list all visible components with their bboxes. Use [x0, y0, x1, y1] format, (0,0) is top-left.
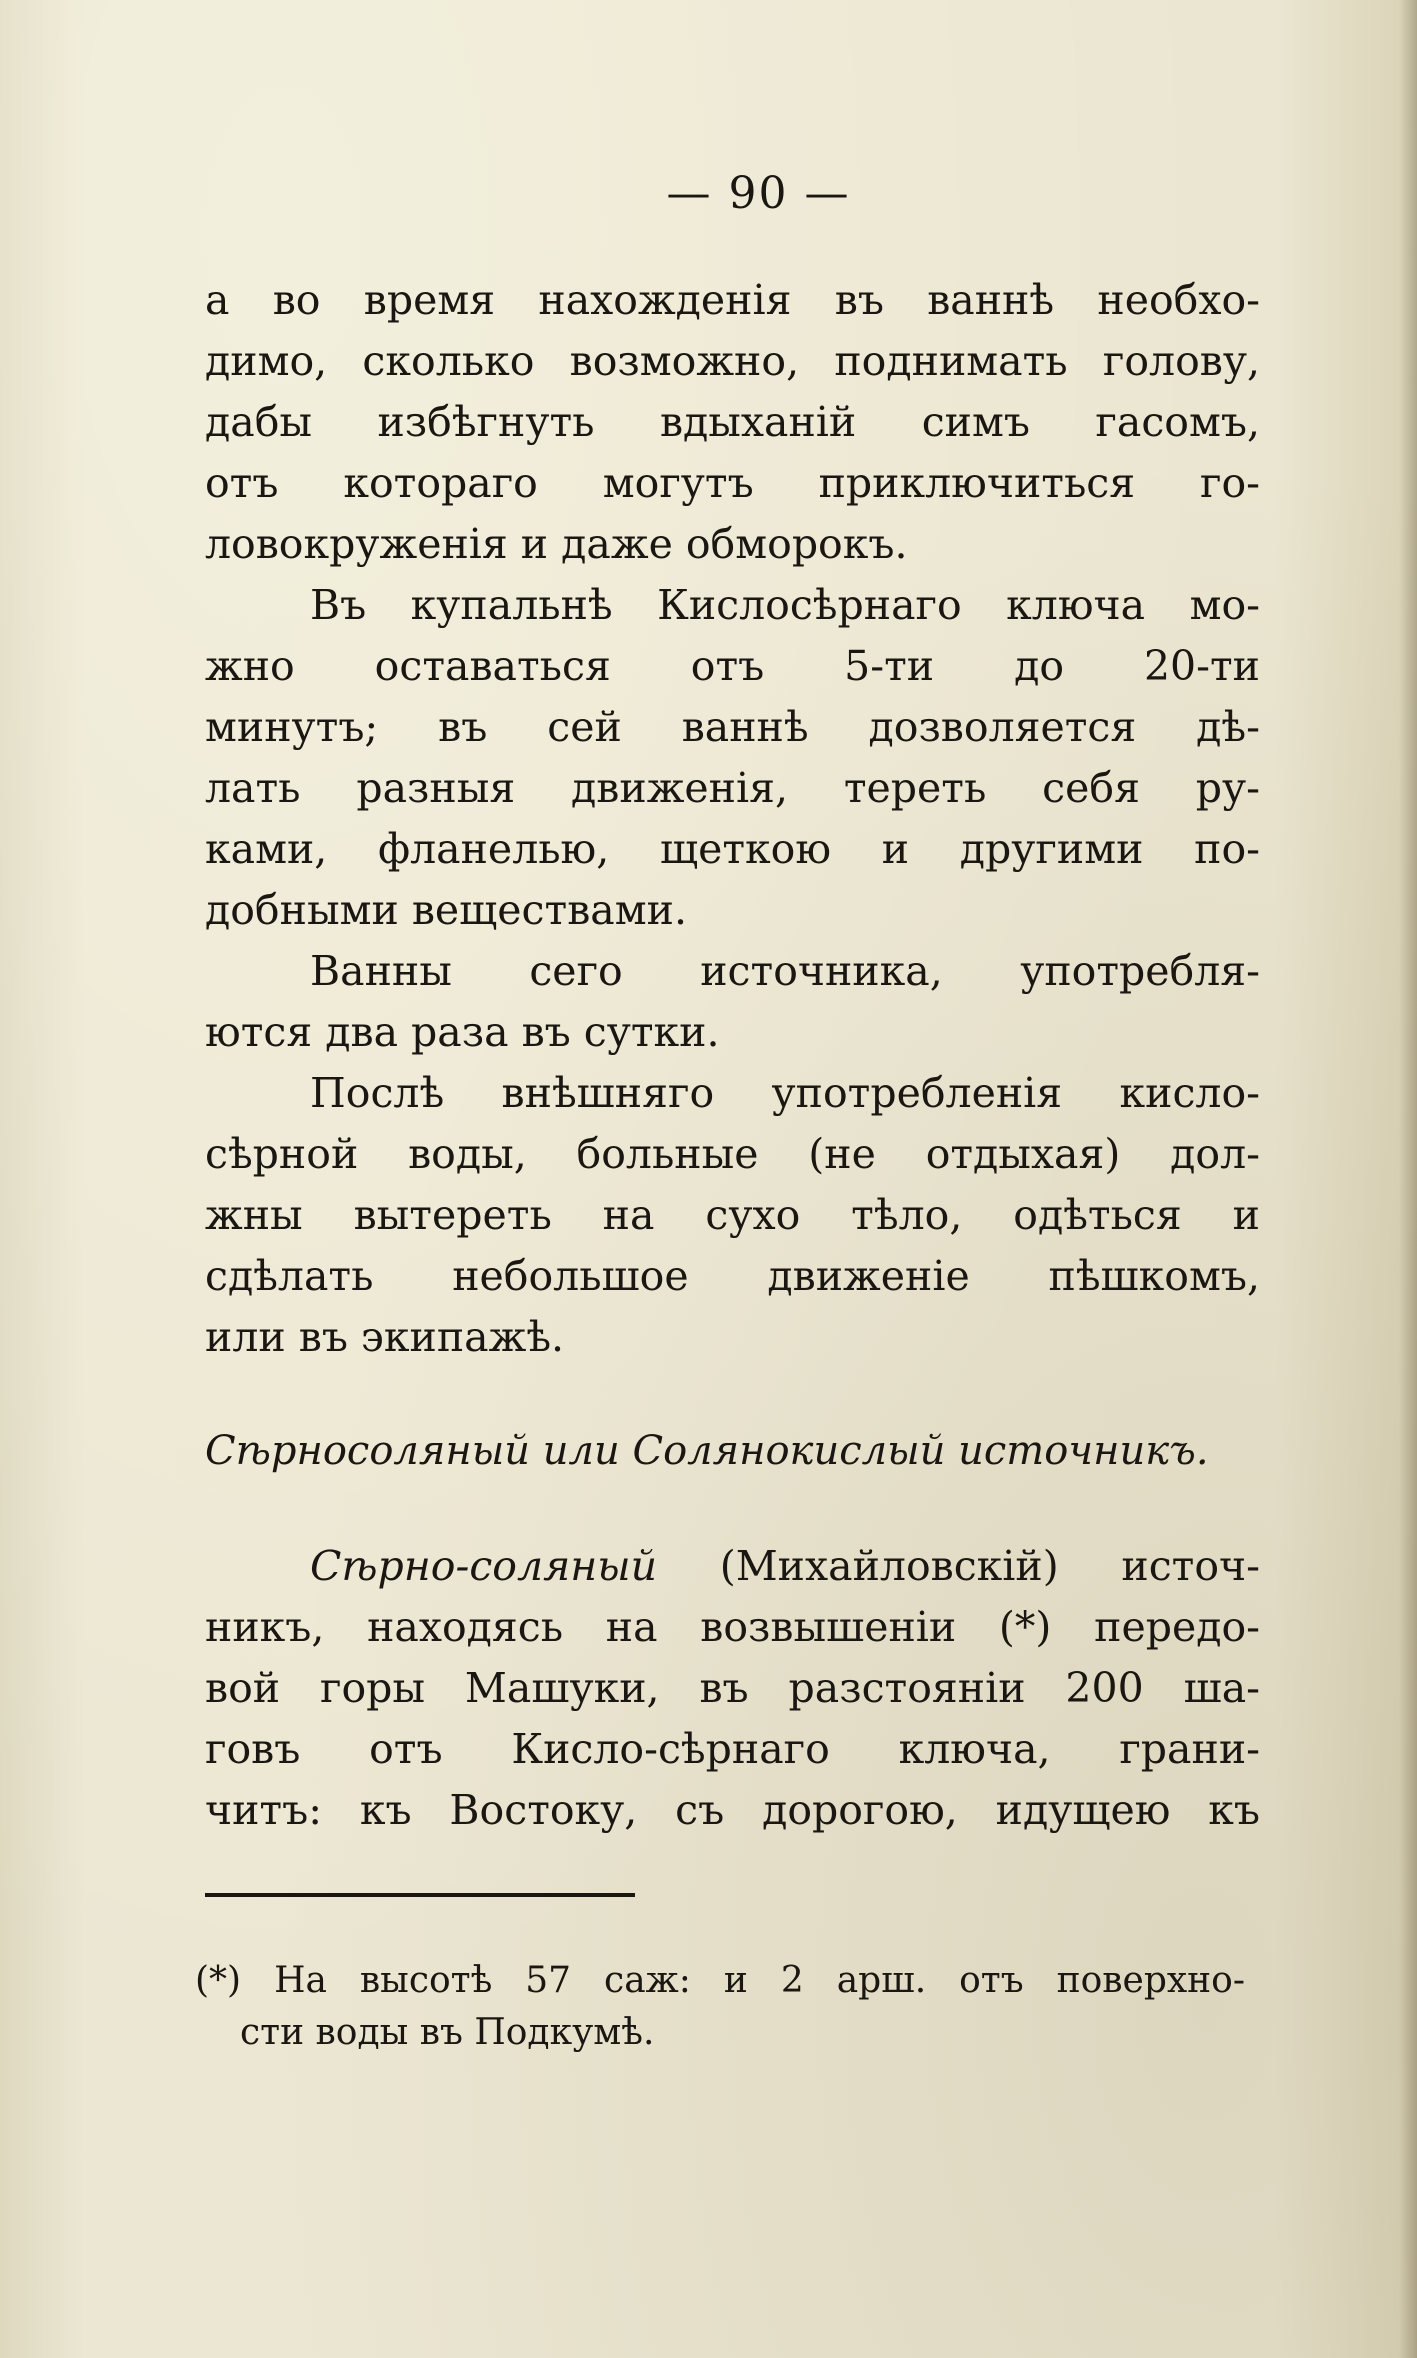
text-line: сѣрной воды, больные (не отдыхая) дол- — [205, 1130, 1260, 1178]
text-line: лать разныя движенія, тереть себя ру- — [205, 764, 1260, 812]
text-line: ются два раза въ сутки. — [205, 1008, 720, 1056]
text-line: ками, фланелью, щеткою и другими по- — [205, 825, 1260, 873]
text-line: а во время нахожденія въ ваннѣ необхо- — [205, 276, 1260, 324]
text-line: димо, сколько возможно, поднимать голову, — [205, 337, 1260, 385]
text-line: Ванны сего источника, употребля- — [310, 947, 1260, 995]
text-line: никъ, находясь на возвышеніи (*) передо- — [205, 1603, 1260, 1651]
italic-term: Сѣрно-соляный — [310, 1542, 658, 1590]
text-line: Послѣ внѣшняго употребленія кисло- — [310, 1069, 1260, 1117]
text-line: минутъ; въ сей ваннѣ дозволяется дѣ- — [205, 703, 1260, 751]
page-number: — 90 — — [666, 168, 851, 219]
page-edge-shadow — [1399, 0, 1417, 2358]
text-line: говъ отъ Кисло-сѣрнаго ключа, грани- — [205, 1725, 1260, 1773]
footnote-rule — [205, 1893, 635, 1897]
section-heading: Сѣрносоляный или Солянокислый источникъ. — [205, 1428, 1209, 1474]
text-line: Въ купальнѣ Кислосѣрнаго ключа мо- — [310, 581, 1260, 629]
footnote-line: сти воды въ Подкумѣ. — [240, 2012, 655, 2053]
text-line: ловокруженія и даже обморокъ. — [205, 520, 908, 568]
footnote-line: (*) На высотѣ 57 саж: и 2 арш. отъ поверхно- — [195, 1960, 1245, 2001]
text-line: дабы избѣгнуть вдыханій симъ гасомъ, — [205, 398, 1260, 446]
text-fragment: (Михайловскій) источ- — [719, 1542, 1260, 1590]
text-line: читъ: къ Востоку, съ дорогою, идущею къ — [205, 1786, 1260, 1834]
text-line: жны вытереть на сухо тѣло, одѣться и — [205, 1191, 1260, 1239]
text-line: вой горы Машуки, въ разстояніи 200 ша- — [205, 1664, 1260, 1712]
text-line: сдѣлать небольшое движеніе пѣшкомъ, — [205, 1252, 1260, 1300]
text-line: отъ котораго могутъ приключиться го- — [205, 459, 1260, 507]
text-line: добными веществами. — [205, 886, 687, 934]
footnote — [195, 1955, 1245, 2059]
text-line: жно оставаться отъ 5-ти до 20-ти — [205, 642, 1260, 690]
body-text — [205, 270, 1260, 1841]
text-line — [205, 1536, 1260, 1597]
text-line: или въ экипажѣ. — [205, 1313, 565, 1361]
